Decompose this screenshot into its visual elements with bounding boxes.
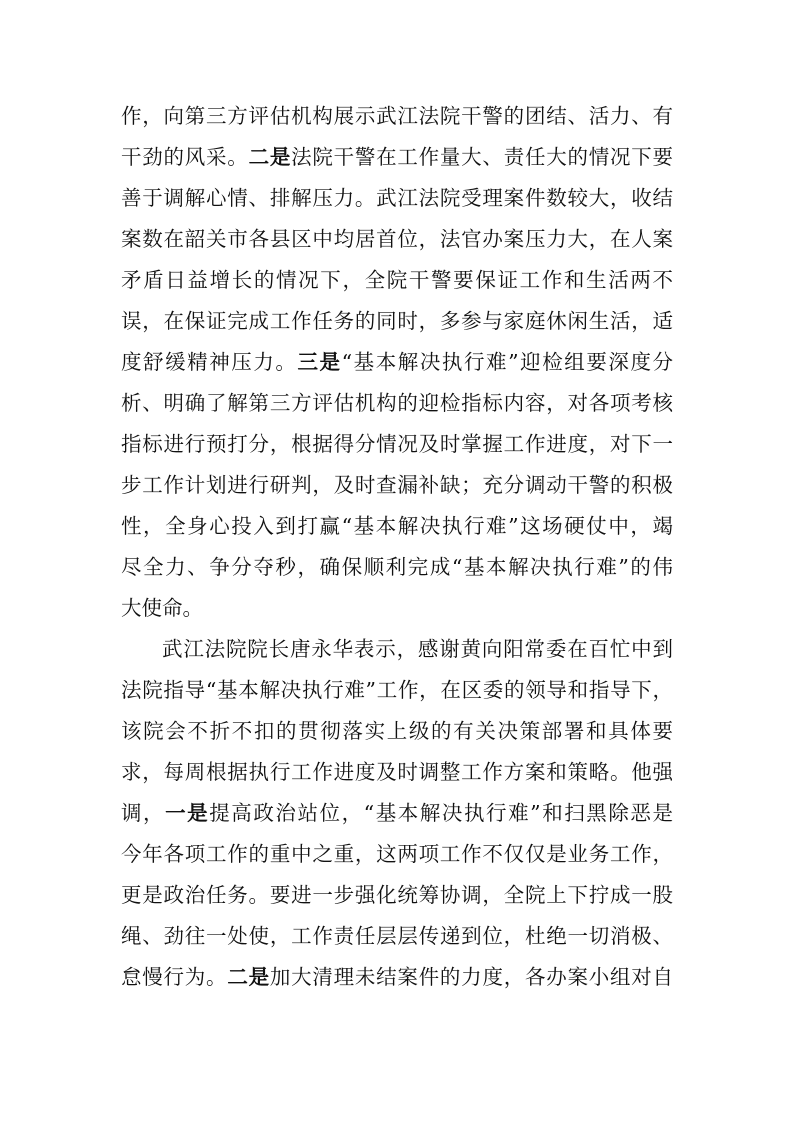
text-run: 提高政治站位，“基本解决执行难”和扫黑除恶是 (209, 801, 673, 825)
text-line: 今年各项工作的重中之重，这两项工作不仅仅是业务工作， (121, 842, 673, 866)
text-line: 该院会不折不扣的贯彻落实上级的有关决策部署和具体要 (121, 719, 673, 743)
text-run: 调， (121, 801, 166, 825)
text-line: 绳、劲往一处使，工作责任层层传递到位，杜绝一切消极、 (121, 924, 673, 948)
document-body (121, 96, 673, 998)
text-run: 怠慢行为。 (121, 965, 228, 989)
text-run: 加大清理未结案件的力度，各办案小组对自 (269, 965, 674, 989)
text-run: 度舒缓精神压力。 (121, 350, 298, 374)
text-line (121, 957, 673, 998)
text-run: 法院干警在工作量大、责任大的情况下要 (291, 145, 674, 169)
text-line: 善于调解心情、排解压力。武江法院受理案件数较大，收结 (121, 186, 673, 210)
text-line: 武江法院院长唐永华表示，感谢黄向阳常委在百忙中到 (162, 637, 673, 661)
bold-marker: 二是 (227, 965, 270, 989)
text-run: “基本解决执行难”迎检组要深度分 (341, 350, 674, 374)
paragraph-1 (121, 96, 673, 629)
text-line: 误，在保证完成工作任务的同时，多参与家庭休闲生活，适 (121, 309, 673, 333)
text-line: 析、明确了解第三方评估机构的迎检指标内容，对各项考核 (121, 391, 673, 415)
text-line: 大使命。 (121, 596, 203, 620)
text-run: 干劲的风采。 (121, 145, 249, 169)
text-line: 性，全身心投入到打赢“基本解决执行难”这场硬仗中，竭 (121, 514, 673, 538)
text-line: 案数在韶关市各县区中均居首位，法官办案压力大，在人案 (121, 227, 673, 251)
text-line (121, 137, 673, 178)
paragraph-2 (121, 629, 673, 998)
bold-marker: 三是 (297, 350, 342, 374)
text-line: 更是政治任务。要进一步强化统筹协调，全院上下拧成一股 (121, 883, 673, 907)
text-line (121, 342, 673, 383)
bold-marker: 二是 (248, 145, 292, 169)
text-line (121, 793, 673, 834)
text-line: 作，向第三方评估机构展示武江法院干警的团结、活力、有 (121, 104, 673, 128)
bold-marker: 一是 (165, 801, 210, 825)
text-line: 尽全力、争分夺秒，确保顺利完成“基本解决执行难”的伟 (121, 555, 673, 579)
text-line: 矛盾日益增长的情况下，全院干警要保证工作和生活两不 (121, 268, 673, 292)
text-line: 法院指导“基本解决执行难”工作，在区委的领导和指导下， (121, 678, 673, 702)
text-line: 指标进行预打分，根据得分情况及时掌握工作进度，对下一 (121, 432, 673, 456)
text-line: 步工作计划进行研判，及时查漏补缺；充分调动干警的积极 (121, 473, 673, 497)
text-line: 求，每周根据执行工作进度及时调整工作方案和策略。他强 (121, 760, 673, 784)
